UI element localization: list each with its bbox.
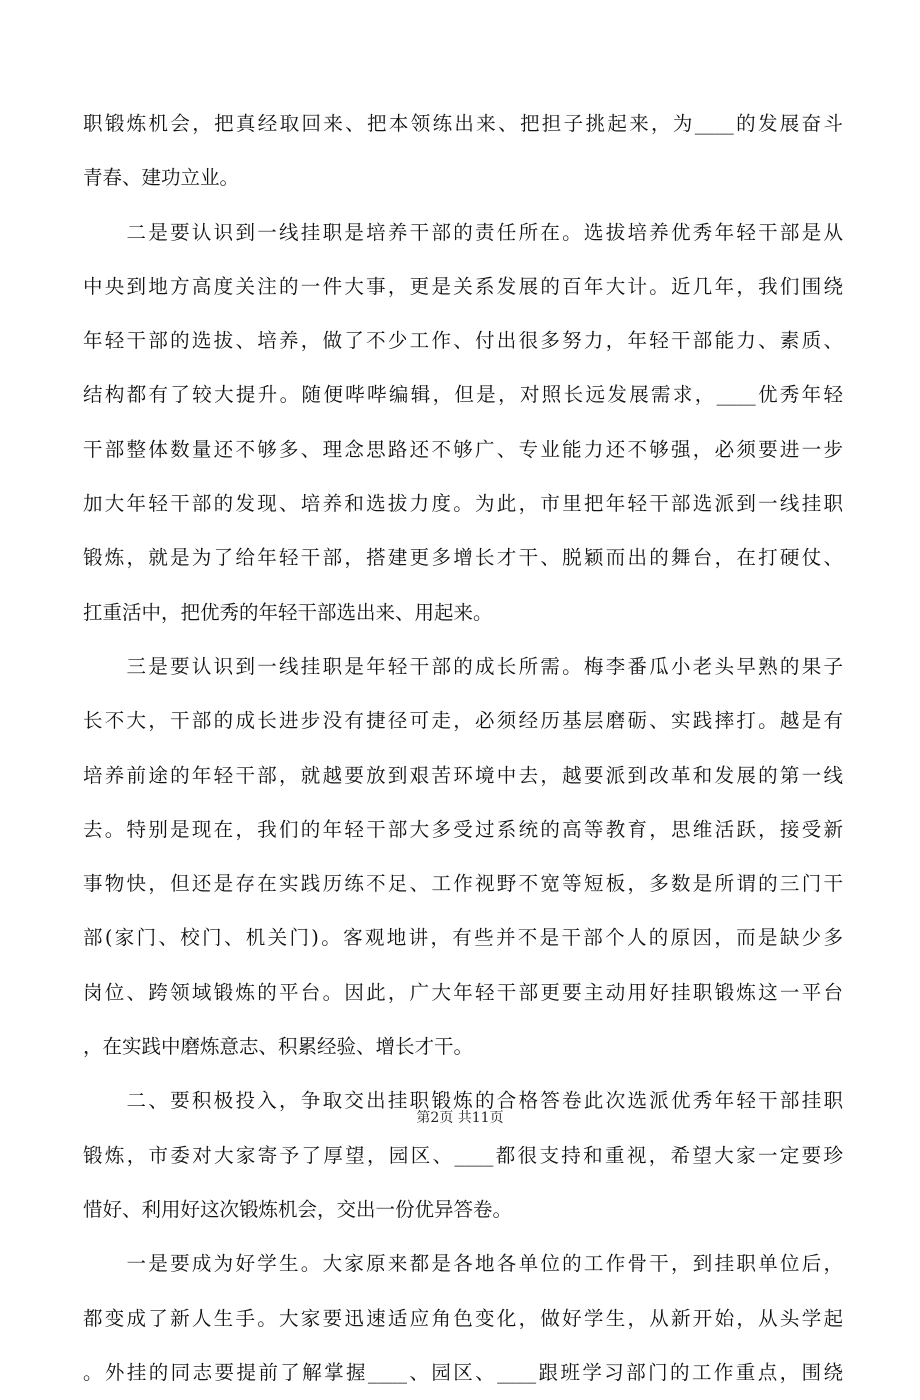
text-line: 职锻炼机会，把真经取回来、把本领练出来、把担子挑起来，为____的发展奋斗 — [83, 112, 843, 135]
text-line: 事物快，但还是存在实践历练不足、工作视野不宽等短板，多数是所谓的三门干 — [83, 872, 843, 896]
text-line: 长不大，干部的成长进步没有捷径可走，必须经历基层磨砺、实践摔打。越是有 — [83, 709, 843, 733]
text-line: 干部整体数量还不够多、理念思路还不够广、专业能力还不够强，必须要进一步 — [83, 437, 843, 461]
text-line: 锻炼，就是为了给年轻干部，搭建更多增长才干、脱颖而出的舞台，在打硬仗、 — [83, 546, 843, 570]
text-line: 锻炼，市委对大家寄予了厚望，园区、____都很支持和重视，希望大家一定要珍 — [83, 1143, 843, 1167]
text-line: 中央到地方高度关注的一件大事，更是关系发展的百年大计。近几年，我们围绕 — [83, 274, 843, 298]
text-line: 二、要积极投入，争取交出挂职锻炼的合格答卷此次选派优秀年轻干部挂职 — [83, 1089, 843, 1113]
page-number: 第2页 共11页 — [416, 1110, 504, 1126]
document-body — [83, 97, 843, 1400]
text-line: 年轻干部的选拔、培养，做了不少工作、付出很多努力，年轻干部能力、素质、 — [83, 329, 843, 353]
text-line: ，在实践中磨炼意志、积累经验、增长才干。 — [83, 1035, 474, 1059]
text-line: 结构都有了较大提升。随便哔哔编辑，但是，对照长远发展需求，____优秀年轻 — [83, 383, 843, 407]
text-line: 加大年轻干部的发现、培养和选拔力度。为此，市里把年轻干部选派到一线挂职 — [83, 492, 843, 516]
text-line: 二是要认识到一线挂职是培养干部的责任所在。选拔培养优秀年轻干部是从 — [83, 220, 843, 244]
text-line: 。外挂的同志要提前了解掌握____、园区、____跟班学习部门的工作重点，围绕 — [83, 1360, 843, 1384]
text-line: 部(家门、校门、机关门)。客观地讲，有些并不是干部个人的原因，而是缺少多 — [83, 926, 843, 950]
text-line: 都变成了新人生手。大家要迅速适应角色变化，做好学生，从新开始，从头学起 — [83, 1306, 843, 1330]
text-line: 青春、建功立业。 — [83, 166, 240, 190]
text-line: 惜好、利用好这次锻炼机会，交出一份优异答卷。 — [83, 1197, 513, 1221]
text-line: 岗位、跨领域锻炼的平台。因此，广大年轻干部更要主动用好挂职锻炼这一平台 — [83, 980, 843, 1004]
text-line: 去。特别是现在，我们的年轻干部大多受过系统的高等教育，思维活跃，接受新 — [83, 817, 843, 841]
text-line: 三是要认识到一线挂职是年轻干部的成长所需。梅李番瓜小老头早熟的果子 — [83, 654, 843, 678]
text-line: 扛重活中，把优秀的年轻干部选出来、用起来。 — [83, 600, 493, 624]
text-line: 一是要成为好学生。大家原来都是各地各单位的工作骨干，到挂职单位后， — [83, 1252, 843, 1276]
text-line: 培养前途的年轻干部，就越要放到艰苦环境中去，越要派到改革和发展的第一线 — [83, 763, 843, 787]
